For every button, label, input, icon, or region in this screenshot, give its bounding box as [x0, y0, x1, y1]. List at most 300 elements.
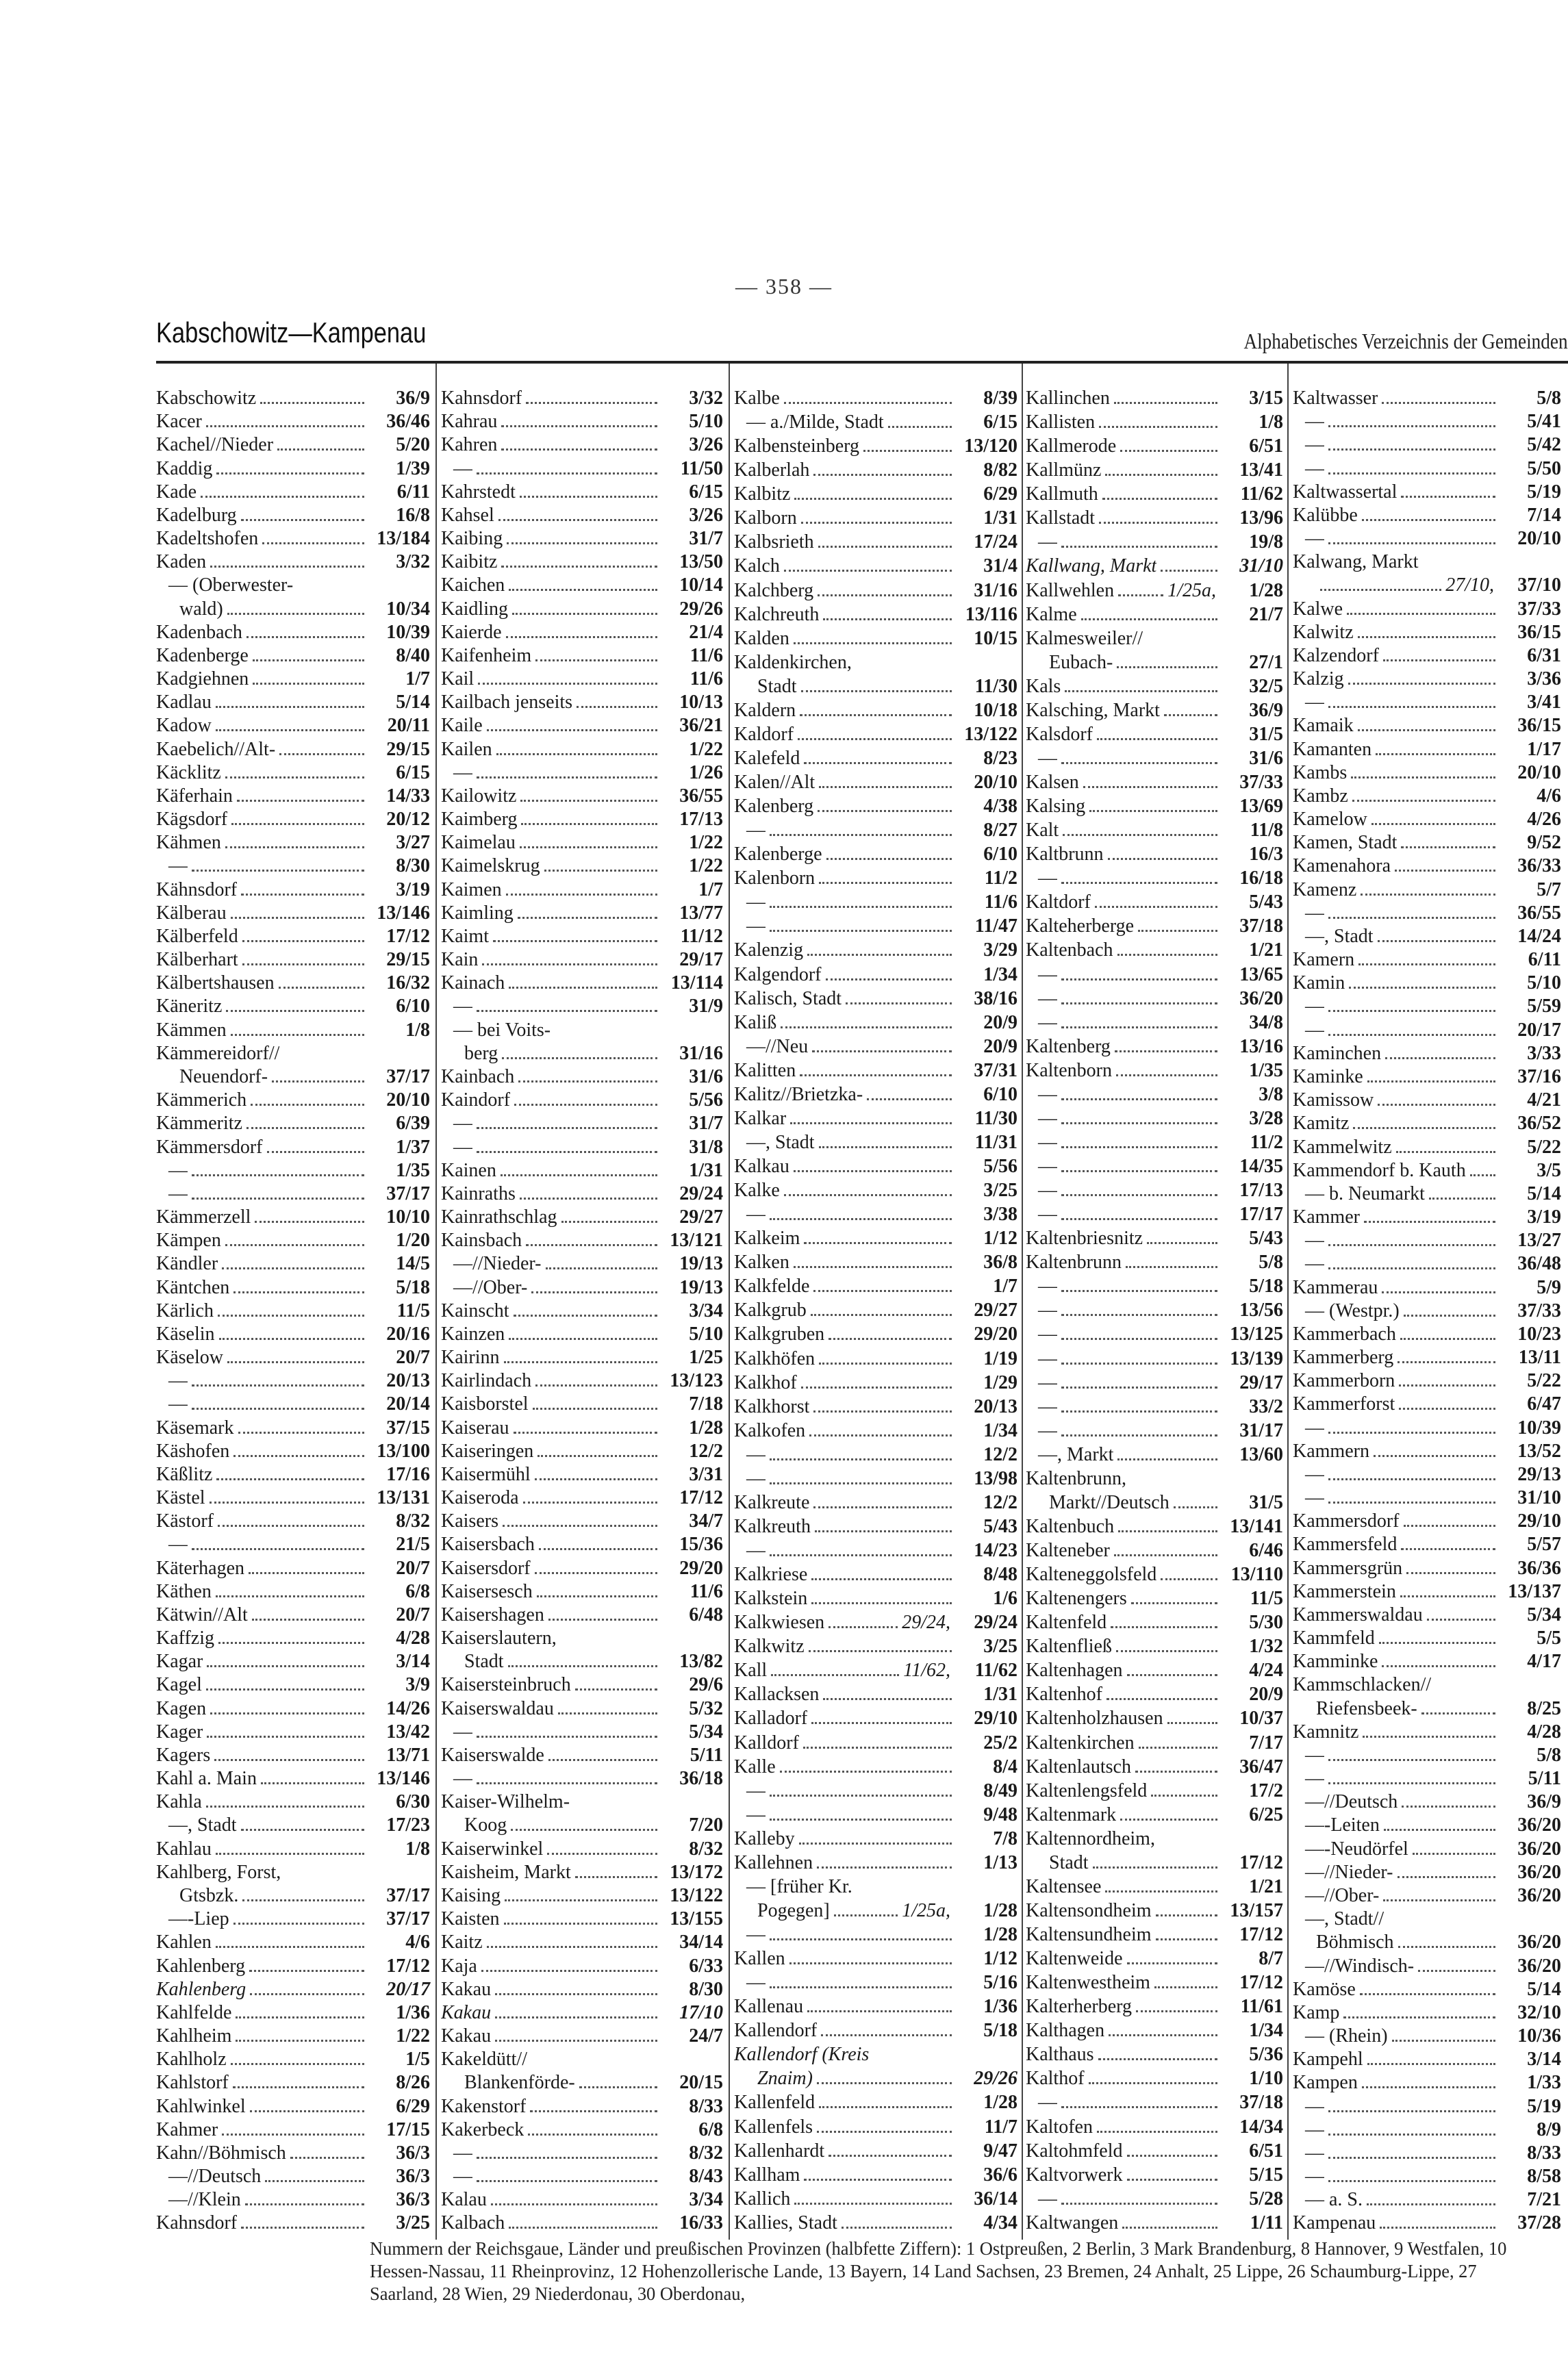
entry-reference: 11/6	[690, 668, 723, 690]
entry-reference: 1/36	[983, 1996, 1017, 2018]
entry-reference: 29/13	[1517, 1463, 1561, 1485]
dot-leader	[267, 1151, 364, 1153]
entry-reference: 5/57	[1527, 1534, 1561, 1556]
index-entry	[1293, 1020, 1561, 1043]
index-entry	[734, 459, 1017, 483]
dot-leader	[770, 1938, 952, 1940]
entry-reference: 36/47	[1239, 1756, 1283, 1777]
entry-reference: 17/2	[1249, 1780, 1283, 1801]
dot-leader	[819, 1363, 952, 1365]
entry-reference: 1/22	[689, 832, 723, 854]
dot-leader	[1378, 940, 1495, 942]
index-entry	[156, 2212, 430, 2236]
dot-leader	[1139, 1747, 1217, 1749]
index-entry	[734, 388, 1017, 412]
entry-reference: 36/55	[679, 785, 723, 807]
entry-reference: 11/47	[974, 915, 1017, 937]
dot-leader	[1364, 1221, 1495, 1223]
entry-name: Kailen	[441, 738, 492, 760]
dot-leader	[231, 917, 364, 919]
entry-reference: 3/27	[396, 832, 430, 854]
index-entry	[156, 1020, 430, 1043]
index-entry	[734, 796, 1017, 820]
index-entry	[441, 1300, 723, 1324]
dot-leader	[1061, 1290, 1217, 1292]
entry-name: Kallmerode	[1026, 435, 1117, 457]
entry-name: Kalterherberg	[1026, 1996, 1132, 2018]
entry-reference: 7/20	[689, 1814, 723, 1836]
index-entry	[156, 1628, 430, 1651]
index-entry	[441, 1277, 723, 1300]
entry-reference: 4/24	[1249, 1660, 1283, 1682]
dot-leader	[829, 1338, 952, 1340]
entry-reference: 1/31	[983, 507, 1017, 529]
entry-name: —	[1305, 2095, 1324, 2117]
entry-reference: 13/172	[670, 1861, 723, 1883]
entry-reference: 6/10	[983, 1083, 1017, 1105]
entry-reference: 10/10	[386, 1206, 430, 1228]
entry-reference: 20/17	[386, 1978, 430, 2000]
entry-name: Kalbitz	[734, 483, 791, 505]
dot-leader	[495, 2040, 657, 2042]
dot-leader	[770, 1819, 952, 1821]
entry-reference: 6/11	[1528, 949, 1561, 971]
entry-reference: 20/15	[679, 2072, 723, 2094]
index-entry	[1026, 1276, 1283, 1300]
entry-reference: 17/12	[1239, 1924, 1283, 1945]
dot-leader	[192, 1174, 364, 1176]
index-entry	[734, 1516, 1017, 1540]
index-entry	[734, 964, 1017, 988]
dot-leader	[241, 894, 364, 896]
entry-name: Kaiserwinkel	[441, 1838, 544, 1860]
entry-name: Kaldorf	[734, 723, 794, 745]
index-entry	[1293, 2072, 1561, 2095]
dot-leader	[279, 987, 364, 989]
entry-reference: 3/19	[396, 878, 430, 900]
entry-name: Kaibing	[441, 528, 503, 550]
dot-leader	[1401, 1548, 1495, 1550]
entry-name: —	[1305, 1744, 1324, 1766]
entry-reference: 1/22	[689, 738, 723, 760]
dot-leader	[531, 1291, 657, 1293]
index-entry	[441, 458, 723, 481]
index-entry	[1293, 505, 1561, 528]
entry-name: Kalthagen	[1026, 2020, 1105, 2042]
entry-name: Kamenahora	[1293, 855, 1391, 877]
entry-reference: 36/9	[1249, 699, 1283, 721]
entry-reference: 6/10	[983, 844, 1017, 865]
entry-name: —	[746, 1467, 766, 1489]
entry-reference: 16/33	[679, 2212, 723, 2234]
entry-reference: 36/3	[396, 2142, 430, 2164]
index-column-1	[156, 388, 430, 2236]
entry-reference: 36/20	[1517, 1955, 1561, 1977]
dot-leader	[823, 1698, 952, 1700]
dot-leader	[1352, 800, 1495, 802]
entry-name: Kaltenfließ	[1026, 1636, 1112, 1658]
entry-reference: 6/29	[396, 2095, 430, 2117]
dot-leader	[206, 1806, 364, 1808]
entry-name: Kägsdorf	[156, 809, 228, 831]
index-entry	[1026, 1084, 1283, 1108]
index-entry	[734, 915, 1017, 939]
dot-leader	[1328, 425, 1495, 427]
dot-leader	[579, 2086, 657, 2088]
entry-reference: 5/32	[689, 1697, 723, 1719]
entry-reference: 1/13	[983, 1851, 1017, 1873]
entry-name: Kammelwitz	[1293, 1136, 1392, 1158]
entry-reference: 14/24	[1517, 925, 1561, 947]
index-entry	[1293, 1651, 1561, 1674]
index-entry	[441, 855, 723, 878]
entry-reference: 31/16	[974, 579, 1017, 601]
index-entry	[1293, 481, 1561, 505]
dot-leader	[819, 882, 952, 884]
index-entry	[734, 2020, 1017, 2044]
dot-leader	[246, 1127, 364, 1129]
entry-name: Kaimberg	[441, 809, 518, 831]
entry-reference: 32/5	[1249, 675, 1283, 697]
dot-leader	[818, 546, 952, 548]
dot-leader	[216, 472, 364, 474]
entry-name: Kähnsdorf	[156, 878, 238, 900]
index-entry	[734, 555, 1017, 579]
index-entry	[1026, 1756, 1283, 1780]
dot-leader	[478, 683, 657, 685]
index-entry	[1293, 1768, 1561, 1791]
dot-leader	[1418, 1970, 1495, 1972]
entry-reference: 8/43	[689, 2166, 723, 2188]
index-entry	[1293, 949, 1561, 972]
dot-leader	[809, 1650, 952, 1652]
dot-leader	[526, 1244, 657, 1246]
entry-reference: 27/1	[1249, 651, 1283, 673]
dot-leader	[528, 2134, 657, 2136]
entry-name: Kämmeritz	[156, 1113, 242, 1135]
index-entry	[1293, 434, 1561, 457]
index-entry	[441, 1814, 723, 1838]
entry-name: Kaden	[156, 551, 207, 573]
entry-name: Kalthaus	[1026, 2044, 1094, 2066]
entry-reference: 1/28	[983, 1924, 1017, 1945]
entry-reference: 19/13	[679, 1276, 723, 1298]
entry-reference: 36/20	[1517, 1838, 1561, 1860]
entry-reference: 36/14	[974, 2188, 1017, 2210]
dot-leader	[236, 2040, 364, 2042]
dot-leader	[819, 2106, 952, 2108]
page-title: Kabschowitz—Kampenau	[156, 316, 427, 349]
dot-leader	[535, 1384, 657, 1387]
index-entry	[1026, 412, 1283, 435]
entry-reference: 14/35	[1239, 1156, 1283, 1177]
entry-name: Kaliß	[734, 1011, 777, 1033]
dot-leader	[535, 659, 657, 661]
dot-leader	[1399, 1408, 1495, 1410]
index-entry	[156, 1160, 430, 1183]
entry-reference: 1/7	[698, 878, 723, 900]
entry-reference: 36/20	[1517, 1861, 1561, 1883]
entry-name: Kailowitz	[441, 785, 517, 807]
dot-leader	[834, 1914, 898, 1916]
entry-name: — [früher Kr.	[746, 1875, 852, 1897]
dot-leader	[1328, 2157, 1495, 2159]
entry-name: Kamenz	[1293, 878, 1357, 900]
dot-leader	[1061, 762, 1217, 764]
entry-name: Kainzen	[441, 1323, 505, 1345]
entry-reference: 16/8	[396, 504, 430, 526]
entry-name: wald)	[179, 598, 223, 620]
entry-name: Kämpen	[156, 1230, 221, 1252]
dot-leader	[253, 683, 364, 685]
entry-name: Kallenfeld	[734, 2092, 815, 2114]
index-entry	[1293, 622, 1561, 645]
entry-reference: 13/82	[679, 1651, 723, 1673]
dot-leader	[216, 1478, 364, 1480]
index-entry	[1026, 1180, 1283, 1204]
entry-reference: 11/2	[1250, 1131, 1283, 1153]
entry-reference: 5/11	[1528, 1768, 1561, 1790]
dot-leader	[781, 1026, 952, 1028]
entry-reference: 36/20	[1517, 1932, 1561, 1953]
dot-leader	[575, 1688, 657, 1691]
dot-leader	[262, 542, 364, 544]
entry-name: Kalenzig	[734, 939, 804, 961]
dot-leader	[544, 870, 657, 872]
entry-reference: 5/34	[689, 1721, 723, 1743]
entry-reference: 5/14	[396, 692, 430, 713]
index-entry	[734, 1084, 1017, 1108]
dot-leader	[1385, 1057, 1495, 1059]
entry-name: Kammerswaldau	[1293, 1604, 1423, 1625]
dot-leader	[501, 1174, 657, 1176]
dot-leader	[1136, 2010, 1217, 2012]
entry-reference: 31/5	[1249, 723, 1283, 745]
dot-leader	[242, 940, 364, 942]
index-entry	[734, 1132, 1017, 1156]
entry-name: Kaminke	[1293, 1065, 1363, 1087]
entry-name: —	[1038, 1131, 1057, 1153]
entry-reference: 36/55	[1517, 902, 1561, 924]
dot-leader	[1328, 917, 1495, 919]
entry-reference: 11/61	[1240, 1996, 1283, 2018]
dot-leader	[1401, 846, 1495, 848]
entry-reference: 11/62	[974, 1660, 1017, 1682]
index-entry	[1026, 1660, 1283, 1684]
index-entry	[1293, 2189, 1561, 2212]
index-entry	[156, 715, 430, 738]
entry-reference: 8/27	[983, 820, 1017, 841]
index-entry	[734, 1996, 1017, 2020]
dot-leader	[249, 1572, 364, 1574]
entry-reference: 1/11	[1250, 2212, 1283, 2233]
dot-leader	[1063, 834, 1217, 836]
index-entry	[1026, 915, 1283, 939]
dot-leader	[1065, 690, 1217, 692]
entry-reference: 36/36	[1517, 1557, 1561, 1579]
entry-reference: 3/14	[1527, 2049, 1561, 2071]
dot-leader	[501, 448, 657, 451]
index-entry	[441, 481, 723, 505]
entry-reference: 36/20	[1239, 987, 1283, 1009]
entry-name: Kaierde	[441, 621, 502, 643]
index-entry	[441, 528, 723, 551]
dot-leader	[509, 589, 657, 591]
entry-reference: 37/18	[1239, 2092, 1283, 2114]
dot-leader	[1404, 1525, 1495, 1527]
entry-reference: 1/17	[1527, 738, 1561, 760]
entry-name: Kalkgrub	[734, 1300, 807, 1321]
entry-reference: 19/13	[679, 1253, 723, 1275]
dot-leader	[1363, 1736, 1495, 1738]
entry-name: Kahlen	[156, 1932, 212, 1953]
entry-reference: 5/8	[1259, 1252, 1283, 1274]
dot-leader	[261, 1782, 364, 1784]
entry-reference: 3/15	[1249, 388, 1283, 409]
entry-reference: 6/8	[405, 1580, 430, 1602]
entry-name: Kairinn	[441, 1347, 500, 1369]
dot-leader	[1127, 2179, 1217, 2181]
index-entry	[734, 1732, 1017, 1756]
index-entry	[1026, 604, 1283, 628]
entry-name: —	[1038, 1180, 1057, 1202]
index-entry	[1026, 1780, 1283, 1804]
entry-reference: 1/28	[983, 2092, 1017, 2114]
dot-leader	[1328, 1782, 1495, 1784]
entry-reference: 20/7	[396, 1604, 430, 1625]
entry-reference: 11/5	[396, 1300, 430, 1321]
dot-leader	[798, 738, 952, 740]
index-entry	[441, 715, 723, 738]
entry-reference: 25/2	[983, 1732, 1017, 1754]
entry-name: Eubach-	[1049, 651, 1113, 673]
index-entry	[1026, 939, 1283, 963]
entry-name: Käßlitz	[156, 1463, 213, 1485]
index-entry	[156, 622, 430, 645]
entry-name: Kakau	[441, 1978, 492, 2000]
index-entry	[1293, 855, 1561, 878]
dot-leader	[1320, 589, 1441, 591]
entry-name: Kadelburg	[156, 504, 237, 526]
dot-leader	[1061, 2106, 1217, 2108]
entry-name: Kalsen	[1026, 772, 1079, 793]
entry-reference: 9/52	[1527, 832, 1561, 854]
dot-leader	[819, 1146, 952, 1148]
index-entry	[1026, 2044, 1283, 2068]
entry-name: Kalladorf	[734, 1708, 808, 1730]
entry-name: Kaldern	[734, 699, 796, 721]
index-entry	[156, 832, 430, 855]
index-entry	[441, 1089, 723, 1113]
index-entry	[1293, 902, 1561, 926]
entry-name: berg	[464, 1042, 498, 1064]
dot-leader	[770, 1458, 952, 1460]
index-entry	[734, 2188, 1017, 2212]
dot-leader	[530, 2110, 657, 2112]
index-column-3	[734, 388, 1017, 2236]
entry-name: Kalberlah	[734, 459, 810, 481]
dot-leader	[794, 642, 952, 644]
entry-name: Kallmünz	[1026, 459, 1102, 481]
dot-leader	[770, 930, 952, 932]
entry-reference: 13/27	[1517, 1230, 1561, 1252]
column-divider	[729, 364, 730, 2240]
entry-reference: 5/22	[1527, 1136, 1561, 1158]
dot-leader	[804, 1242, 952, 1244]
entry-name: Kadlau	[156, 692, 212, 713]
index-entry	[734, 1228, 1017, 1252]
entry-name: —	[746, 1540, 766, 1561]
entry-reference: 36/8	[983, 1252, 1017, 1274]
dot-leader	[231, 2063, 364, 2065]
dot-leader	[491, 2203, 657, 2205]
entry-name: Kammersgrün	[1293, 1557, 1403, 1579]
entry-reference: 1/6	[993, 1588, 1017, 1610]
entry-name: Kambz	[1293, 785, 1348, 807]
entry-name: Kalkwiesen	[734, 1612, 825, 1634]
index-entry	[156, 739, 430, 762]
dot-leader	[210, 566, 364, 568]
dot-leader	[1328, 706, 1495, 708]
entry-reference: 8/26	[396, 2072, 430, 2094]
entry-name: Kain	[441, 949, 479, 971]
entry-reference: 8/32	[396, 1510, 430, 1532]
index-entry	[1293, 2212, 1561, 2236]
dot-leader	[1358, 636, 1495, 638]
entry-name: Kärlich	[156, 1300, 214, 1321]
entry-name: Käcklitz	[156, 761, 221, 783]
entry-reference: 1/8	[405, 1838, 430, 1860]
entry-name: —	[1038, 987, 1057, 1009]
index-entry	[734, 1204, 1017, 1228]
entry-name: Kallacksen	[734, 1684, 820, 1706]
entry-name: Kamaik	[1293, 715, 1354, 737]
dot-leader	[222, 2134, 364, 2136]
dot-leader	[794, 498, 952, 500]
dot-leader	[548, 1759, 657, 1761]
entry-name: Kakenstorf	[441, 2095, 527, 2117]
entry-reference: 11/5	[1250, 1588, 1283, 1610]
entry-reference: 5/18	[1249, 1276, 1283, 1297]
index-entry	[1293, 2096, 1561, 2119]
dot-leader	[231, 823, 364, 825]
entry-name: Kaltenberg	[1026, 1035, 1111, 1057]
entry-reference: 14/34	[1239, 2116, 1283, 2138]
entry-name: —-Neudörfel	[1305, 1838, 1408, 1860]
entry-name: Kaiseroda	[441, 1487, 519, 1509]
entry-name: Kaiserau	[441, 1417, 509, 1439]
entry-name: —//Klein	[168, 2189, 241, 2211]
dot-leader	[216, 729, 364, 731]
entry-name: Kainscht	[441, 1300, 509, 1321]
entry-reference: 11/62	[1240, 483, 1283, 505]
index-entry	[156, 1745, 430, 1768]
index-entry	[441, 2212, 723, 2236]
entry-reference: 20/13	[386, 1370, 430, 1392]
column-divider	[435, 364, 437, 2240]
entry-name: Kadenberge	[156, 644, 249, 666]
entry-reference: 36/48	[1517, 1253, 1561, 1275]
dot-leader	[577, 706, 657, 708]
dot-leader	[487, 729, 657, 731]
dot-leader	[238, 1432, 364, 1434]
index-entry	[156, 762, 430, 785]
dot-leader	[1127, 2155, 1217, 2157]
entry-name: Kacer	[156, 411, 202, 433]
entry-reference: 17/16	[386, 1463, 430, 1485]
entry-name: Kalitz//Brietzka-	[734, 1083, 863, 1105]
entry-name: Kallenau	[734, 1996, 804, 2018]
